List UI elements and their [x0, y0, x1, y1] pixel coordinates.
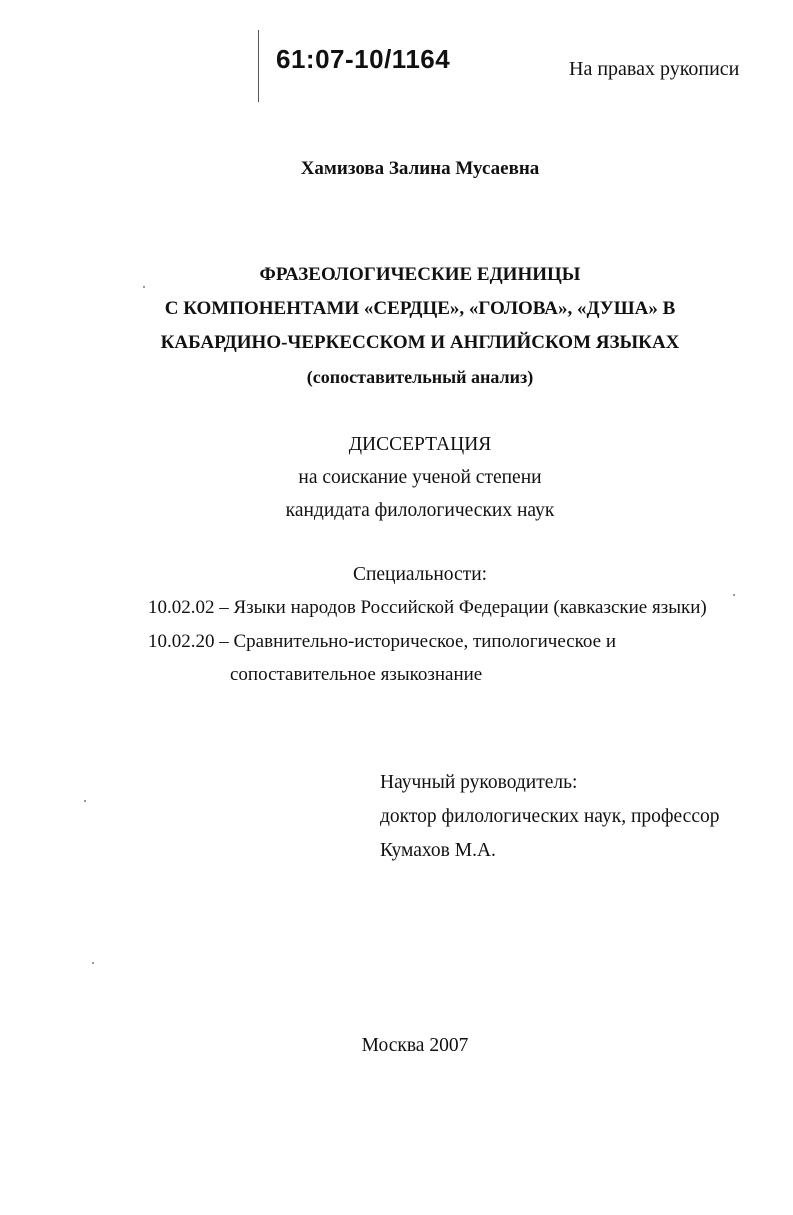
- specialty-item-2: 10.02.20 – Сравнительно-историческое, типологическое и: [148, 631, 617, 652]
- supervisor-name: Кумахов М.А.: [380, 840, 496, 861]
- scan-speck: [92, 962, 94, 964]
- dissertation-heading: ДИССЕРТАЦИЯ: [348, 434, 492, 455]
- scan-speck: [143, 286, 145, 288]
- title-line-3: КАБАРДИНО-ЧЕРКЕССКОМ И АНГЛИЙСКОМ ЯЗЫКАХ: [160, 332, 680, 353]
- scan-speck: [84, 800, 86, 802]
- specialty-item-2-continuation: сопоставительное языкознание: [230, 664, 483, 685]
- dissertation-block: [0, 428, 793, 527]
- city-year: Москва 2007: [361, 1035, 469, 1056]
- dissertation-degree-line-2: кандидата филологических наук: [285, 500, 555, 521]
- archive-stamp-code: 61:07-10/1164: [276, 44, 451, 74]
- specialties-heading: Специальности:: [352, 564, 488, 585]
- thesis-title: [0, 258, 793, 394]
- specialty-item-1: 10.02.02 – Языки народов Российской Федерации (кавказские языки): [148, 597, 707, 618]
- supervisor-label: Научный руководитель:: [380, 772, 578, 793]
- stamp-divider: [258, 30, 259, 102]
- title-line-2: С КОМПОНЕНТАМИ «СЕРДЦЕ», «ГОЛОВА», «ДУША» В: [164, 298, 676, 319]
- title-subtitle: (сопоставительный анализ): [306, 367, 534, 387]
- supervisor-degree: доктор филологических наук, профессор: [380, 806, 720, 827]
- supervisor-block: [380, 766, 719, 868]
- dissertation-degree-line-1: на соискание ученой степени: [298, 467, 542, 488]
- scan-speck: [733, 594, 735, 596]
- manuscript-rights-note: На правах рукописи: [569, 58, 740, 80]
- title-line-1: ФРАЗЕОЛОГИЧЕСКИЕ ЕДИНИЦЫ: [259, 264, 581, 285]
- author-name: Хамизова Залина Мусаевна: [300, 158, 540, 179]
